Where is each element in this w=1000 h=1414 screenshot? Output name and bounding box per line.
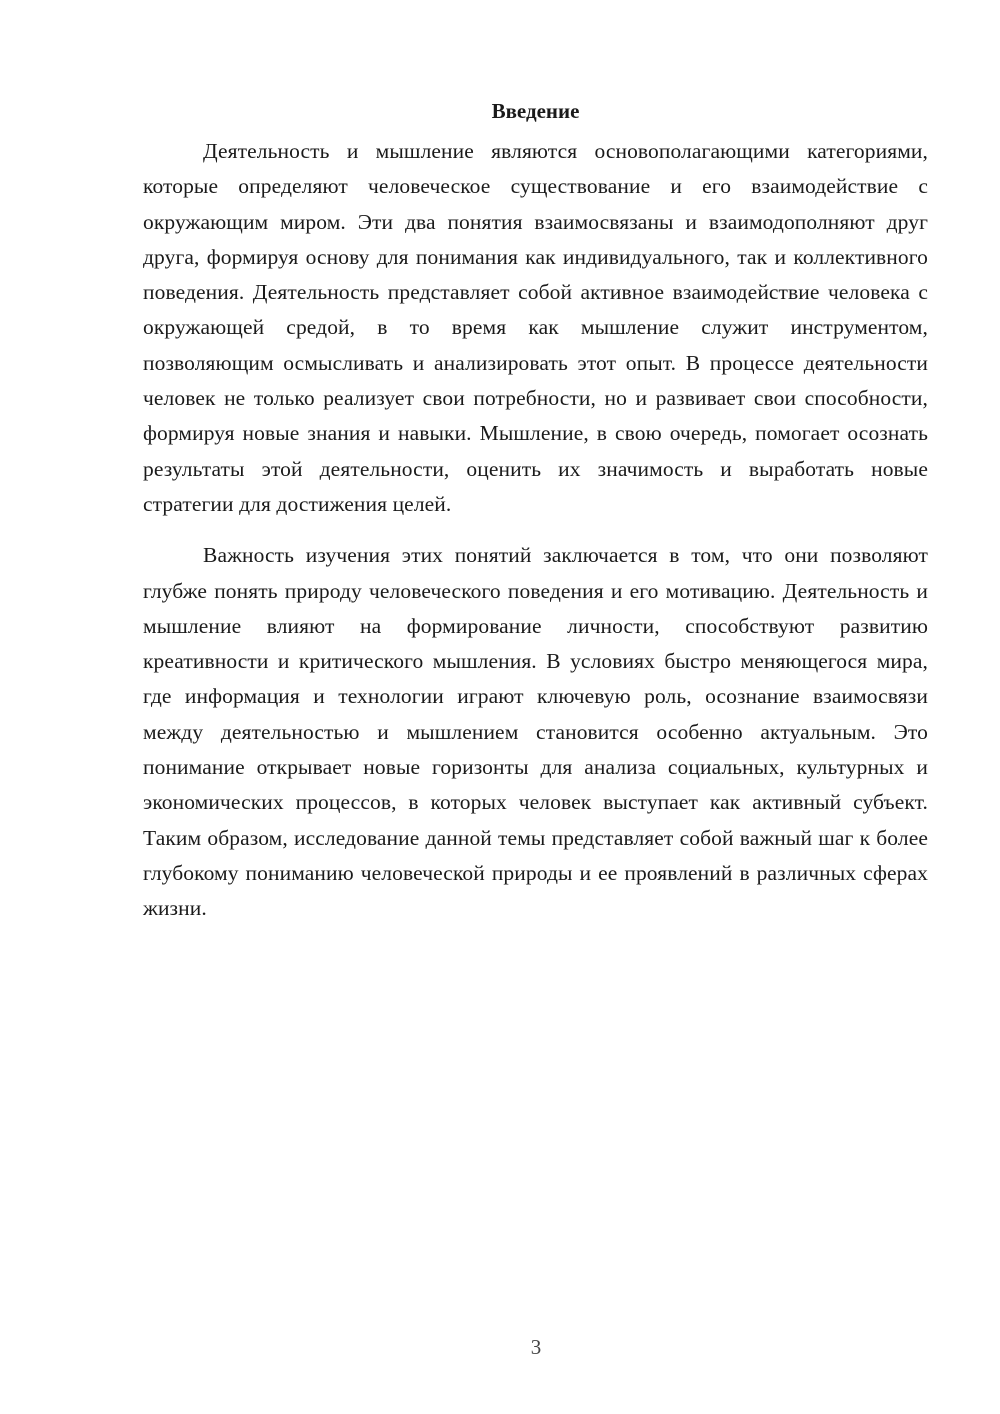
page-number: 3: [530, 1335, 542, 1359]
page-content: [143, 96, 928, 927]
section-heading: Введение: [491, 99, 580, 123]
paragraph-1: Деятельность и мышление являются основополагающими категориями, которые определяют человеческое существование и его взаимодействие с окружающим миром. Эти два понятия взаимосвязаны и взаимодополняют друг друга, формируя основу для понимания как индивидуального, так и коллективного поведения. Деятельность представляет собой активное взаимодействие человека с окружающей средой, в то время как мышление служит инструментом, позволяющим осмысливать и анализировать этот опыт. В процессе деятельности человек не только реализует свои потребности, но и развивает свои способности, формируя новые знания и навыки. Мышление, в свою очередь, помогает осознать результаты этой деятельности, оценить их значимость и выработать новые стратегии для достижения целей.: [143, 139, 928, 516]
paragraph-2: Важность изучения этих понятий заключается в том, что они позволяют глубже понять природу человеческого поведения и его мотивацию. Деятельность и мышление влияют на формирование личности, способствуют развитию креативности и критического мышления. В условиях быстро меняющегося мира, где информация и технологии играют ключевую роль, осознание взаимосвязи между деятельностью и мышлением становится особенно актуальным. Это понимание открывает новые горизонты для анализа социальных, культурных и экономических процессов, в которых человек выступает как активный субъект. Таким образом, исследование данной темы представляет собой важный шаг к более глубокому пониманию человеческой природы и ее проявлений в различных сферах жизни.: [143, 543, 928, 921]
